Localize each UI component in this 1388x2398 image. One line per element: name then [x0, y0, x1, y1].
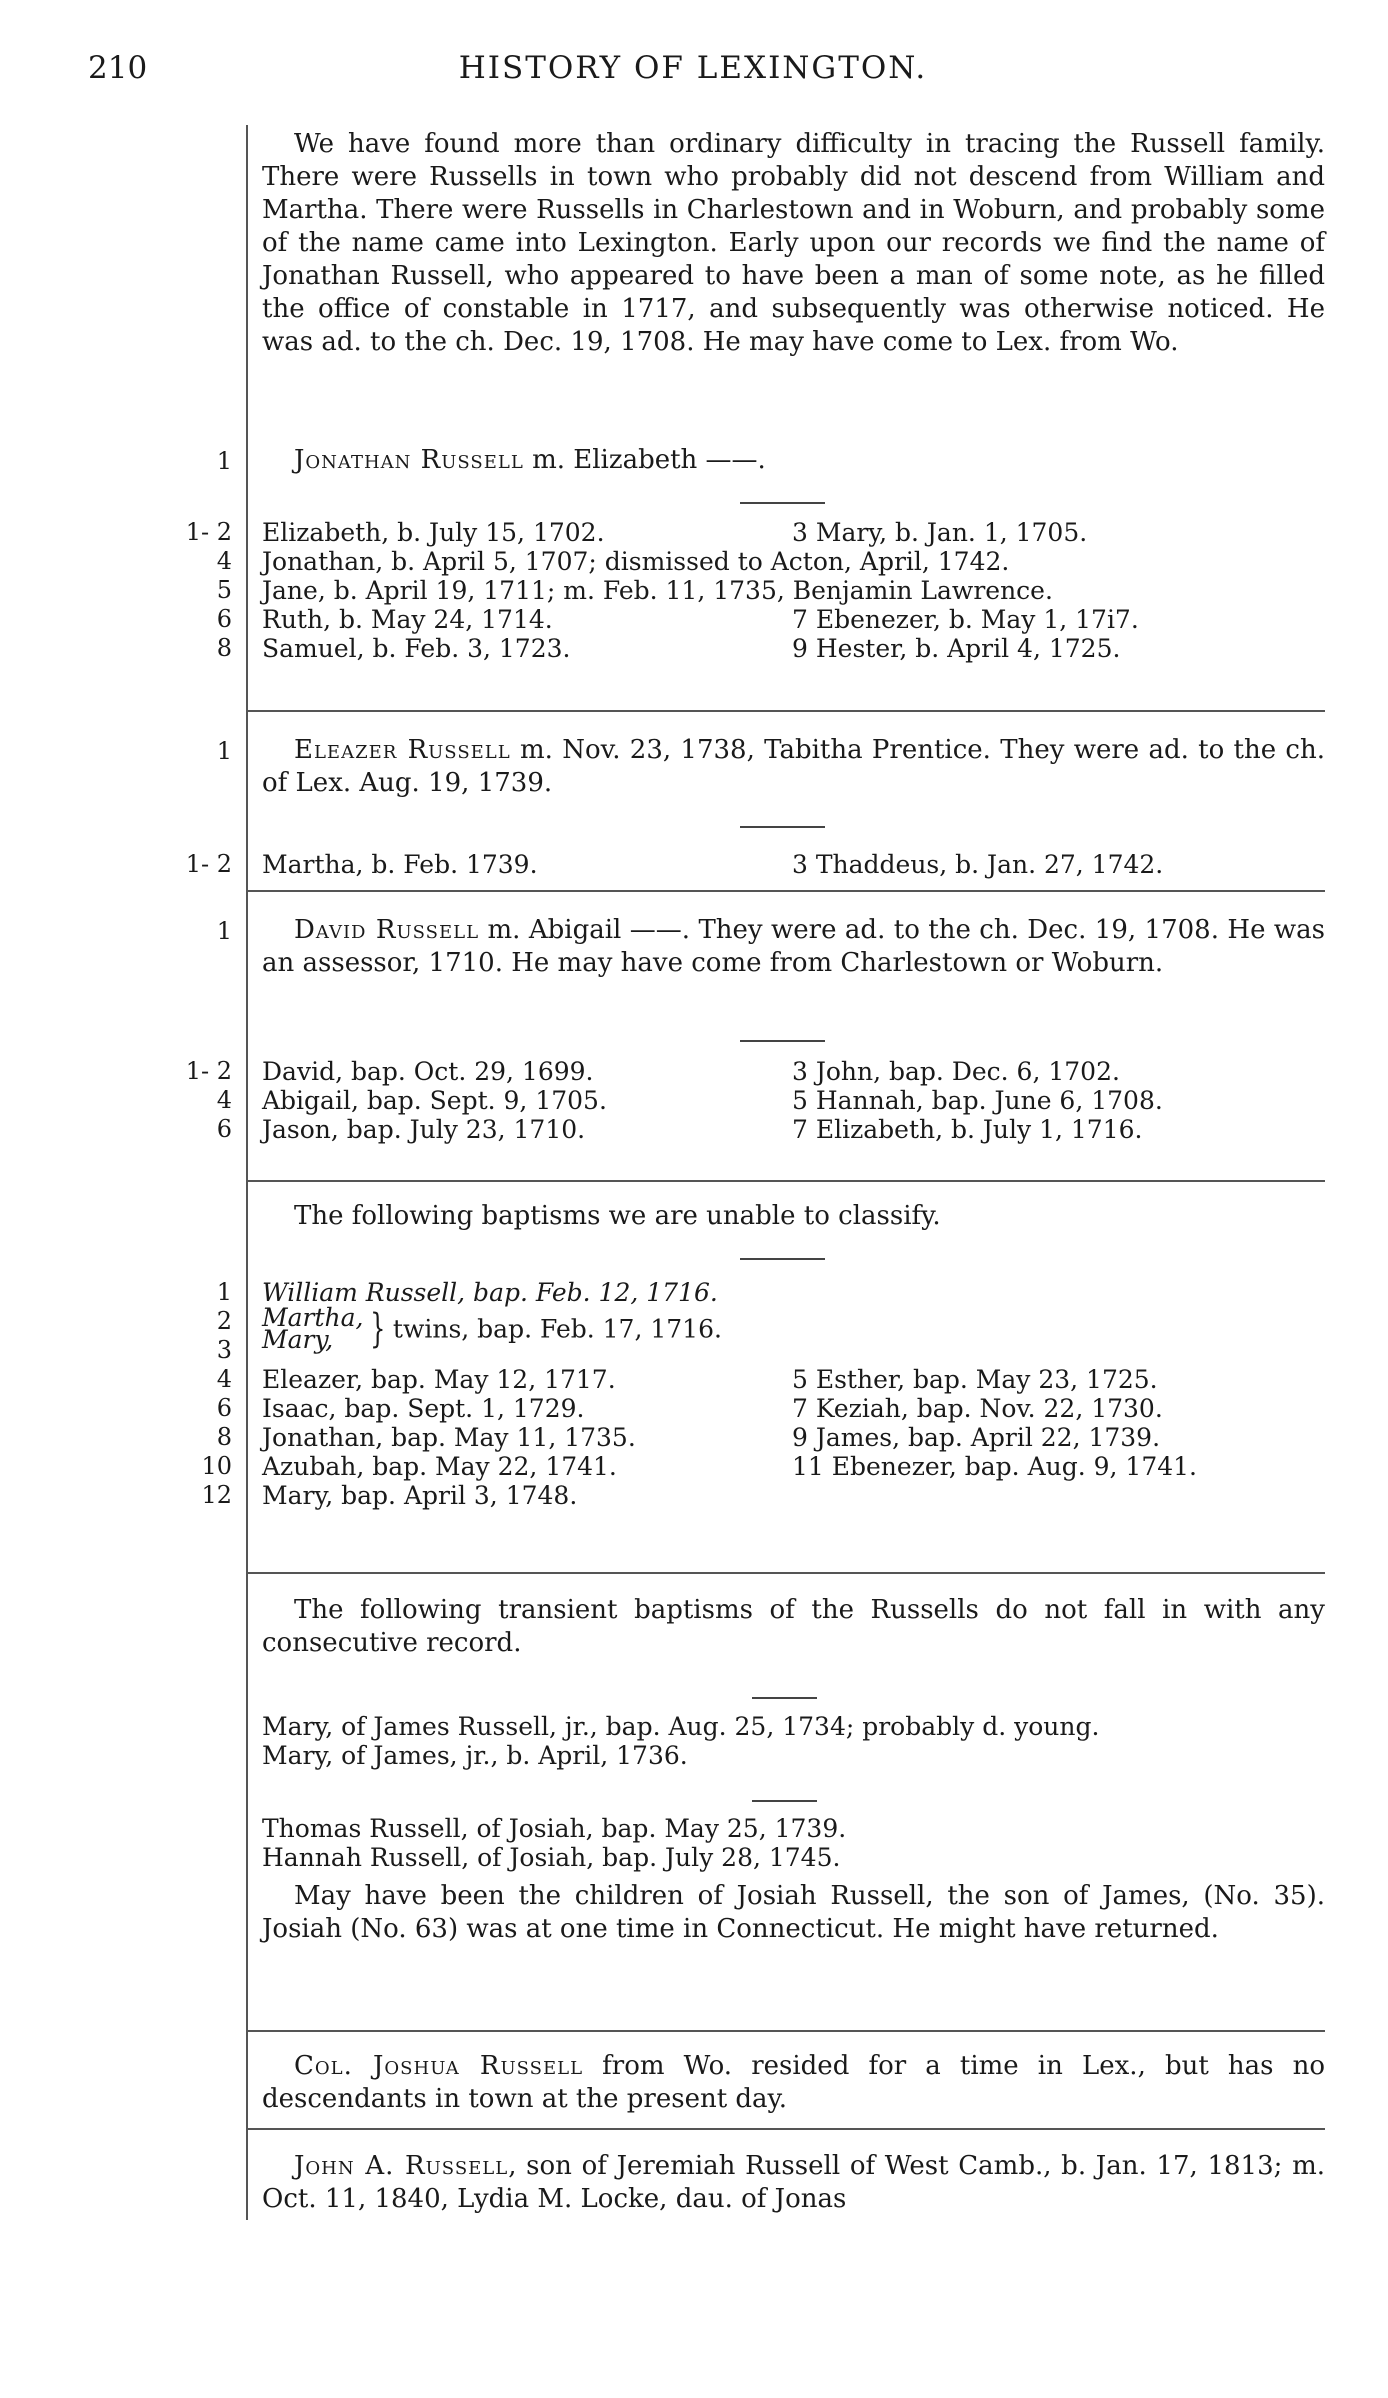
entry-number: 1- 2: [185, 850, 232, 878]
entry-number: 1: [216, 1278, 232, 1306]
eleazer-entry: Eleazer Russell m. Nov. 23, 1738, Tabitha Prentice. They were ad. to the ch. of Lex. Aug. 19, 1739.: [262, 735, 1325, 798]
margin-rule: [246, 125, 248, 2220]
unclassified-list: [262, 1278, 1325, 1510]
entry-number: 4: [216, 1365, 232, 1393]
david-number: 1: [216, 917, 232, 945]
john-name: John A. Russell: [294, 2151, 509, 2181]
brace-icon: }: [370, 1306, 386, 1352]
section-rule: [246, 890, 1325, 892]
entry-number: 1- 2: [185, 1057, 232, 1085]
david-children: [262, 1057, 1325, 1144]
entry-number: 4: [216, 547, 232, 575]
entry-col-1: Isaac, bap. Sept. 1, 1729.: [262, 1394, 585, 1423]
entry-col-1: Samuel, b. Feb. 3, 1723.: [262, 634, 571, 663]
list-item: [262, 850, 1325, 879]
transient-group-2: [262, 1814, 1325, 1872]
list-item: [262, 576, 1325, 605]
david-name: David Russell: [294, 915, 480, 945]
section-rule: [246, 1572, 1325, 1574]
entry-col-1: Mary, bap. April 3, 1748.: [262, 1481, 578, 1510]
entry-number: 12: [201, 1481, 232, 1509]
entry-col-1: Ruth, b. May 24, 1714.: [262, 605, 553, 634]
list-item: William Russell, bap. Feb. 12, 1716.: [262, 1278, 718, 1307]
intro-paragraph: We have found more than ordinary difficulty in tracing the Russell family. There were Russells in town who probably did not descend from William and Martha. There were Russells in Charlestown and in Woburn, and probably some of the name came into Lexington. Early upon our records we find the name of Jonathan Russell, who appeared to have been a man of some note, as he filled the office of constable in 1717, and subsequently was otherwise noticed. He was ad. to the ch. Dec. 19, 1708. He may have come to Lex. from Wo.: [262, 129, 1325, 357]
entry-col-2: 3 John, bap. Dec. 6, 1702.: [792, 1057, 1120, 1086]
entry-number: 2: [216, 1307, 232, 1335]
entry-number: 5: [216, 576, 232, 604]
jonathan-name: Jonathan Russell: [294, 445, 524, 475]
short-rule: [740, 826, 825, 828]
entry-col-1: Elizabeth, b. July 15, 1702.: [262, 518, 605, 547]
short-rule: [752, 1800, 817, 1802]
list-item: [262, 1481, 1325, 1510]
list-item: Mary, of James Russell, jr., bap. Aug. 25, 1734; probably d. young.: [262, 1712, 1100, 1741]
entry-col-1: Jane, b. April 19, 1711; m. Feb. 11, 1735, Benjamin Lawrence.: [262, 576, 1053, 605]
entry-col-2: 9 James, bap. April 22, 1739.: [792, 1423, 1161, 1452]
entry-col-1: Jonathan, b. April 5, 1707; dismissed to Acton, April, 1742.: [262, 547, 1010, 576]
twins-row: Martha, Mary, } twins, bap. Feb. 17, 1716.: [262, 1303, 722, 1354]
entry-col-2: 5 Hannah, bap. June 6, 1708.: [792, 1086, 1163, 1115]
section-rule: [246, 710, 1325, 712]
entry-number: 3: [216, 1336, 232, 1364]
unclassified-intro: The following baptisms we are unable to classify.: [294, 1201, 941, 1231]
eleazer-number: 1: [216, 737, 232, 765]
section-rule: [246, 2030, 1325, 2032]
entry-col-2: 3 Thaddeus, b. Jan. 27, 1742.: [792, 850, 1164, 879]
transient-intro: The following transient baptisms of the Russells do not fall in with any consecutive record.: [262, 1595, 1325, 1658]
list-item: Hannah Russell, of Josiah, bap. July 28, 1745.: [262, 1843, 841, 1872]
short-rule: [752, 1697, 817, 1699]
entry-number: 1- 2: [185, 518, 232, 546]
jonathan-child-numbers: [150, 518, 232, 663]
list-item: [262, 634, 1325, 663]
eleazer-name: Eleazer Russell: [294, 735, 511, 765]
list-item: [262, 1423, 1325, 1452]
transient-group-1: [262, 1712, 1325, 1770]
short-rule: [740, 1258, 825, 1260]
page-title: HISTORY OF LEXINGTON.: [458, 50, 928, 86]
unclassified-numbers: [150, 1278, 232, 1510]
list-item: [262, 518, 1325, 547]
list-item: [262, 1365, 1325, 1394]
short-rule: [740, 1040, 825, 1042]
page-header: [88, 50, 1298, 90]
jonathan-children: [262, 518, 1325, 663]
list-item: [262, 1115, 1325, 1144]
short-rule: [740, 502, 825, 504]
entry-number: 6: [216, 1394, 232, 1422]
joshua-name: Col. Joshua Russell: [294, 2051, 584, 2081]
entry-col-2: 5 Esther, bap. May 23, 1725.: [792, 1365, 1158, 1394]
entry-col-1: Martha, b. Feb. 1739.: [262, 850, 538, 879]
list-item: [262, 1086, 1325, 1115]
list-item: [262, 1057, 1325, 1086]
list-item: [262, 1394, 1325, 1423]
entry-col-2: 9 Hester, b. April 4, 1725.: [792, 634, 1121, 663]
list-item: Mary, of James, jr., b. April, 1736.: [262, 1741, 688, 1770]
entry-col-2: 7 Ebenezer, b. May 1, 17i7.: [792, 605, 1139, 634]
entry-number: 6: [216, 1115, 232, 1143]
entry-col-1: Azubah, bap. May 22, 1741.: [262, 1452, 617, 1481]
list-item: Thomas Russell, of Josiah, bap. May 25, 1739.: [262, 1814, 847, 1843]
entry-col-1: Jonathan, bap. May 11, 1735.: [262, 1423, 636, 1452]
entry-col-1: David, bap. Oct. 29, 1699.: [262, 1057, 594, 1086]
entry-number: 10: [201, 1452, 232, 1480]
transient-note: May have been the children of Josiah Russell, the son of James, (No. 35). Josiah (No. 63) was at one time in Connecticut. He might have returned.: [262, 1881, 1325, 1944]
list-item: [262, 605, 1325, 634]
list-item: [262, 1452, 1325, 1481]
entry-col-1: Abigail, bap. Sept. 9, 1705.: [262, 1086, 607, 1115]
list-item: [262, 547, 1325, 576]
entry-col-2: 7 Keziah, bap. Nov. 22, 1730.: [792, 1394, 1163, 1423]
jonathan-entry: Jonathan Russell m. Elizabeth ——.: [294, 445, 766, 475]
john-entry: John A. Russell, son of Jeremiah Russell of West Camb., b. Jan. 17, 1813; m. Oct. 11, 1840, Lydia M. Locke, dau. of Jonas: [262, 2151, 1325, 2214]
entry-number: 8: [216, 1423, 232, 1451]
entry-number: 4: [216, 1086, 232, 1114]
entry-col-2: 3 Mary, b. Jan. 1, 1705.: [792, 518, 1088, 547]
eleazer-child-numbers: [150, 850, 232, 879]
entry-number: 6: [216, 605, 232, 633]
david-entry: David Russell m. Abigail ——. They were ad. to the ch. Dec. 19, 1708. He was an assessor, 1710. He may have come from Charlestown or Woburn.: [262, 915, 1325, 978]
page-number: 210: [88, 50, 148, 86]
entry-number: 8: [216, 634, 232, 662]
jonathan-number: 1: [216, 447, 232, 475]
david-child-numbers: [150, 1057, 232, 1144]
joshua-entry: Col. Joshua Russell from Wo. resided for a time in Lex., but has no descendants in town at the present day.: [262, 2051, 1326, 2114]
section-rule: [246, 1180, 1325, 1182]
entry-col-2: 11 Ebenezer, bap. Aug. 9, 1741.: [792, 1452, 1197, 1481]
section-rule: [246, 2128, 1325, 2130]
entry-col-2: 7 Elizabeth, b. July 1, 1716.: [792, 1115, 1143, 1144]
entry-col-1: Eleazer, bap. May 12, 1717.: [262, 1365, 616, 1394]
eleazer-children: [262, 850, 1325, 879]
entry-col-1: Jason, bap. July 23, 1710.: [262, 1115, 586, 1144]
